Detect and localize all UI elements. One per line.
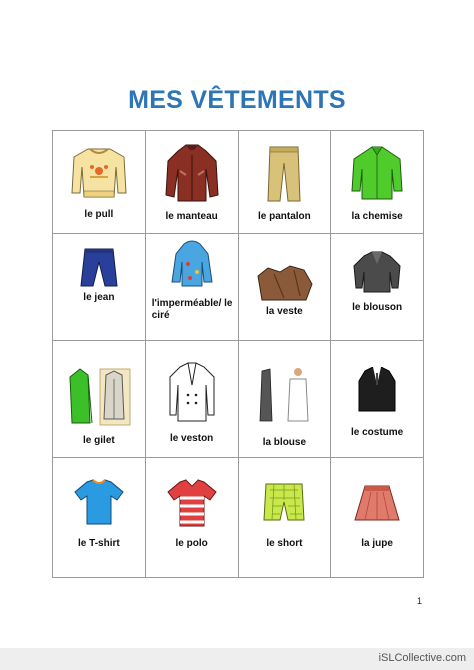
blouson-icon	[352, 250, 402, 294]
suit-icon	[357, 367, 397, 415]
label-jean: le jean	[83, 292, 115, 303]
shirt-icon	[350, 145, 404, 201]
label-costume: le costume	[351, 427, 404, 438]
cell-blouse	[238, 341, 331, 458]
polo-icon	[166, 478, 218, 528]
cell-gilet	[53, 341, 146, 458]
cell-impermeable	[145, 234, 238, 341]
label-blouse: la blouse	[262, 437, 307, 448]
footer-watermark[interactable]: iSLCollective.com	[378, 652, 466, 664]
label-polo: le polo	[175, 538, 208, 549]
jacket-icon	[254, 262, 314, 304]
cell-jean	[53, 234, 146, 341]
label-pull: le pull	[84, 209, 114, 220]
cell-jupe	[331, 458, 424, 578]
cell-pantalon	[238, 131, 331, 234]
cell-costume	[331, 341, 424, 458]
vest-icon	[66, 367, 132, 427]
cell-short	[238, 458, 331, 578]
jeans-icon	[79, 246, 119, 290]
shorts-icon	[262, 480, 306, 524]
label-blouson: le blouson	[352, 302, 403, 313]
trousers-icon	[264, 143, 304, 205]
tshirt-icon	[73, 478, 125, 526]
lab-coat-icon	[256, 367, 312, 423]
label-jupe: la jupe	[361, 538, 393, 549]
label-impermeable: l'imperméable/ le ciré	[151, 298, 233, 321]
footer-bar	[0, 648, 474, 670]
label-tshirt: le T-shirt	[78, 538, 120, 549]
label-pantalon: le pantalon	[257, 211, 311, 222]
cell-pull	[53, 131, 146, 234]
cell-chemise	[331, 131, 424, 234]
page-title: MES VÊTEMENTS	[128, 86, 346, 114]
cell-veste	[238, 234, 331, 341]
page-number: 1	[416, 596, 422, 606]
cell-manteau	[145, 131, 238, 234]
cell-blouson	[331, 234, 424, 341]
blazer-icon	[168, 361, 216, 423]
cell-veston	[145, 341, 238, 458]
label-chemise: la chemise	[351, 211, 403, 222]
clothing-grid	[52, 130, 424, 578]
label-veston: le veston	[169, 433, 214, 444]
raincoat-icon	[170, 238, 214, 290]
coat-icon	[160, 141, 224, 205]
cell-polo	[145, 458, 238, 578]
label-manteau: le manteau	[165, 211, 218, 222]
cell-tshirt	[53, 458, 146, 578]
label-short: le short	[266, 538, 303, 549]
sweater-icon	[68, 141, 130, 203]
label-veste: la veste	[266, 306, 303, 317]
skirt-icon	[353, 484, 401, 524]
label-gilet: le gilet	[83, 435, 115, 446]
